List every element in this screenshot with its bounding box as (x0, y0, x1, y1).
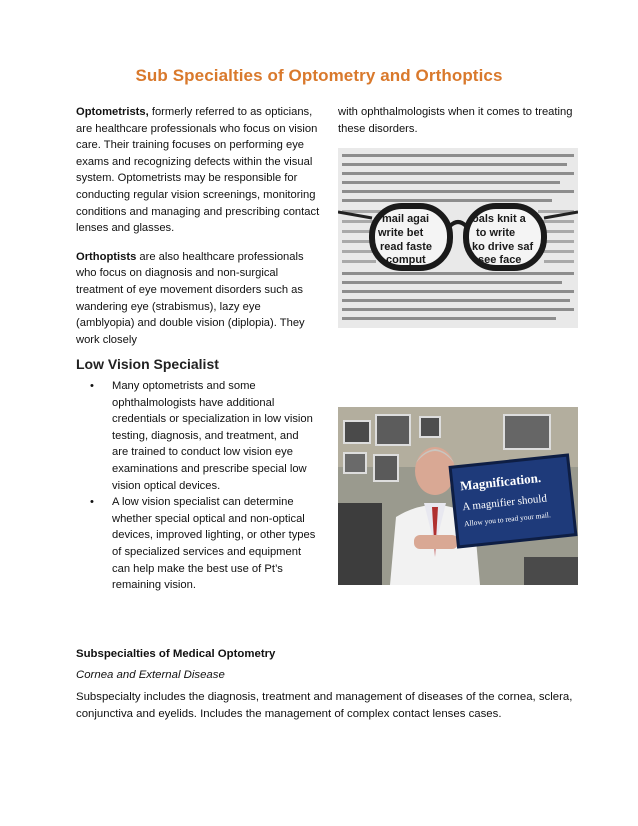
bullet-text: A low vision specialist can determine whether special optical and non-optical devices, improved lighting, or other types of specialized services and equipment can help make the best use of Pt’s remaining vision. (112, 496, 316, 592)
bullet-icon: • (90, 496, 94, 509)
lens-word: mail agai (382, 213, 430, 225)
low-vision-heading: Low Vision Specialist (76, 356, 219, 372)
eyeglasses-reading-chart-photo (338, 148, 578, 328)
lens-word: write bet (378, 227, 424, 239)
low-vision-specialist-photo (338, 407, 578, 585)
lens-word: to write (476, 227, 516, 239)
orthoptists-text: are also healthcare professionals who focus on diagnosis and non-surgical treatment of eye movement disorders such as wandering eye (strabismus), lazy eye (amblyopia) and double vision (diplopia). They work closely (76, 250, 305, 346)
optometrists-text: formerly referred to as opticians, are healthcare professionals who focus on vision care. Their training focuses on performing eye exams and recognizing defects within the visual system. Optometrists may be responsible for conducting regular vision screenings, monitoring conditions and managing and prescribing contact lenses and glasses. (76, 106, 320, 235)
orthoptists-continued: with ophthalmologists when it comes to treating these disorders. (338, 106, 573, 135)
lens-word: see face (478, 254, 522, 266)
optometrists-term: Optometrists, (76, 106, 149, 118)
eyeglasses-illustration (338, 148, 578, 328)
list-item (76, 494, 316, 594)
low-vision-bullet-list (76, 378, 316, 594)
bullet-text: Many optometrists and some ophthalmologists have additional credentials or specialization in low vision testing, diagnosis, and treatment, and are trained to conduct low vision eye examinations and prescribe special low vision optical devices. (112, 380, 313, 492)
right-column (338, 104, 578, 149)
sign-line: Allow you to read your mail. (463, 510, 552, 529)
orthoptists-term: Orthoptists (76, 250, 137, 263)
orthoptists-paragraph (76, 249, 322, 349)
lens-word: ko drive saf (472, 241, 534, 253)
sign-line: A magnifier should (461, 492, 548, 514)
page-title: Sub Specialties of Optometry and Orthoptics (135, 66, 503, 85)
list-item (76, 378, 316, 494)
left-column (76, 104, 322, 360)
bullet-icon: • (90, 380, 94, 392)
optometrists-paragraph (76, 104, 322, 237)
medical-optometry-heading: Subspecialties of Medical Optometry (76, 648, 276, 660)
cornea-description: Subspecialty includes the diagnosis, treatment and management of diseases of the cornea, sclera, conjunctiva and eyelids. Includes the management of complex contact lenses cases. (76, 691, 573, 720)
cornea-subheading: Cornea and External Disease (76, 669, 225, 681)
specialist-illustration (338, 407, 578, 585)
lens-word: oals knit a (472, 213, 526, 225)
sign-line: Magnification. (459, 469, 542, 494)
lens-word: comput (386, 254, 426, 266)
lens-word: read faste (380, 241, 432, 253)
